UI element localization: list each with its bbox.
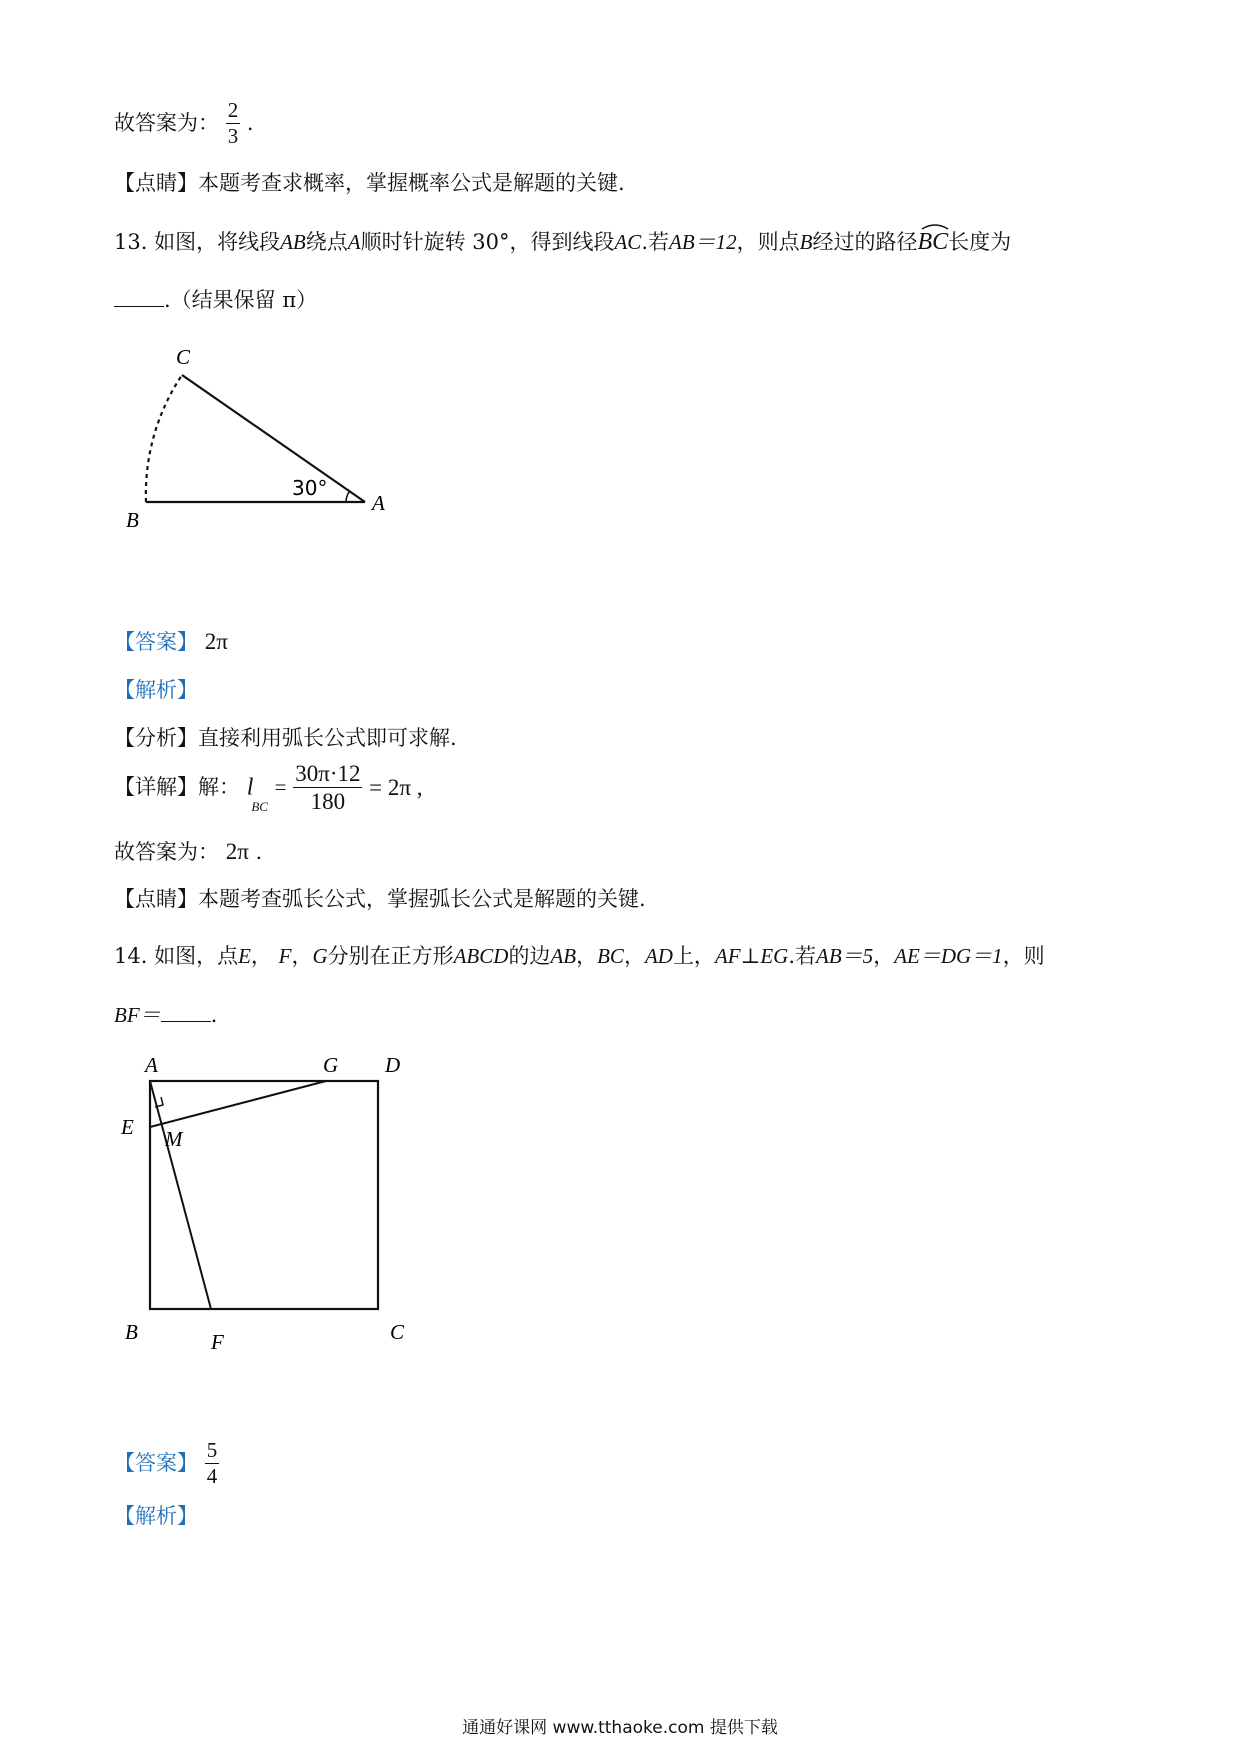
q13-eq: =	[274, 775, 287, 799]
q13-answer-line	[114, 630, 228, 653]
q14-label-d: D	[385, 1053, 401, 1077]
prev-comment-line	[114, 173, 625, 194]
q14-text-b: 分别在正方形	[327, 944, 454, 968]
q13-text-g: 长度为	[948, 230, 1012, 254]
q13-a: A	[347, 230, 361, 254]
q13-arc-bc	[146, 375, 182, 502]
q14-ad: AD	[644, 944, 673, 968]
q14-label-e: E	[121, 1115, 134, 1139]
q13-answer-blank	[114, 288, 164, 307]
prev-comment-label: 【点睛】	[114, 171, 198, 195]
q14-answer-blank	[161, 1003, 211, 1022]
q13-analysis-line	[114, 680, 198, 701]
q14-abcd: ABCD	[453, 944, 509, 968]
page-footer: 通通好课网 www.tthaoke.com 提供下载	[462, 1718, 778, 1738]
q13-b: B	[799, 230, 813, 254]
q13-detail-prefix: 解：	[198, 775, 240, 799]
q14-answer-line	[114, 1440, 219, 1487]
q14-answer-numerator: 5	[206, 1438, 218, 1462]
q13-comment-label: 【点睛】	[114, 887, 198, 911]
q14-label-c: C	[390, 1320, 405, 1344]
q13-label-a: A	[372, 491, 385, 515]
q13-angle-arc	[346, 492, 349, 502]
q13-fenxi-line	[114, 728, 457, 749]
q13-final-line	[114, 840, 262, 863]
q14-square	[150, 1081, 378, 1309]
q14-ae-eq: AE＝DG＝1	[894, 944, 1003, 968]
q13-fenxi-label: 【分析】	[114, 726, 198, 750]
q13-angle-label: 30°	[292, 476, 328, 500]
q14-e: E	[238, 944, 251, 968]
q13-text-e: ，则点	[736, 230, 800, 254]
q13-detail-fraction	[293, 762, 362, 813]
q13-detail-line	[114, 762, 423, 813]
q14-answer-label: 【答案】	[114, 1451, 198, 1475]
q14-stem-line1: 14. 如图，点E， F，G分别在正方形ABCD的边AB，BC，AD上，AF⊥EG.若AB＝5，AE＝DG＝1，则	[114, 944, 1045, 968]
q13-text-f: 经过的路径	[812, 230, 918, 254]
q13-l: l	[246, 774, 254, 801]
q13-text-c: 顺时针旋转 30°，得到线段	[360, 230, 615, 254]
q13-bc-arc-mark	[920, 222, 950, 230]
prev-answer-numerator: 2	[227, 98, 239, 122]
q13-answer-label: 【答案】	[114, 630, 198, 654]
q14-text-d: 上，	[672, 944, 715, 968]
q13-number: 13.	[114, 230, 148, 254]
q14-ab-eq: AB＝5	[816, 944, 874, 968]
q14-text-e: .若	[788, 944, 817, 968]
q14-g: G	[312, 944, 328, 968]
q14-bc: BC	[597, 944, 624, 968]
q13-text-a: 如图，将线段	[154, 230, 281, 254]
q13-label-b: B	[126, 508, 139, 532]
q14-text-c: 的边	[508, 944, 551, 968]
q13-bc: BC	[917, 229, 949, 255]
q14-figure	[110, 1050, 420, 1350]
prev-answer-line	[114, 100, 254, 147]
q14-segment-af	[150, 1081, 211, 1309]
q13-detail-result: = 2π ,	[369, 775, 423, 800]
q13-ac: AC	[614, 230, 642, 254]
q13-figure	[120, 340, 410, 535]
q14-label-a: A	[145, 1053, 158, 1077]
q13-detail-numerator: 30π·12	[295, 761, 361, 786]
q13-final-suffix: .	[255, 840, 263, 864]
q13-bc-arc	[918, 230, 949, 254]
q13-stem-line1	[114, 230, 1011, 254]
q14-label-m: M	[165, 1127, 183, 1151]
q13-label-c: C	[176, 345, 191, 369]
q13-comment-line	[114, 889, 646, 910]
q13-fenxi-text: 直接利用弧长公式即可求解.	[198, 726, 457, 750]
prev-answer-prefix: 故答案为：	[114, 111, 219, 135]
prev-answer-fraction	[226, 100, 241, 147]
q14-analysis-label: 【解析】	[114, 1504, 198, 1528]
q14-ab: AB	[550, 944, 577, 968]
q14-label-b: B	[125, 1320, 138, 1344]
q13-text-b: 绕点	[305, 230, 348, 254]
q14-label-g: G	[323, 1053, 339, 1077]
q13-text-d: .若	[641, 230, 670, 254]
q13-segment-ca	[182, 375, 365, 502]
q14-f: F	[278, 944, 292, 968]
q14-analysis-line	[114, 1506, 198, 1527]
q13-ab-eq: AB＝12	[669, 230, 737, 254]
q13-final-value: 2π	[225, 839, 249, 864]
q14-stem-line2	[114, 1003, 217, 1026]
q14-answer-fraction	[205, 1440, 220, 1487]
q14-line2: BF＝	[114, 1003, 161, 1027]
q13-comment-text: 本题考查弧长公式，掌握弧长公式是解题的关键.	[198, 887, 646, 911]
q14-perp: AF⊥EG	[714, 944, 789, 968]
q14-line2-suffix: .	[210, 1003, 218, 1027]
q13-l-sub: BC	[251, 799, 268, 814]
prev-comment-text: 本题考查求概率，掌握概率公式是解题的关键.	[198, 171, 625, 195]
q14-segment-eg	[150, 1081, 326, 1127]
q13-stem-line2	[114, 288, 317, 311]
q13-final-prefix: 故答案为：	[114, 840, 219, 864]
q14-label-f: F	[211, 1330, 224, 1350]
q13-answer-value: 2π	[204, 629, 228, 654]
prev-answer-denominator: 3	[227, 124, 239, 148]
q14-answer-denominator: 4	[206, 1464, 218, 1488]
q13-detail-denominator: 180	[310, 789, 346, 814]
q13-line2: .（结果保留 π）	[164, 288, 318, 312]
prev-answer-suffix: .	[246, 111, 254, 135]
q14-number: 14.	[114, 944, 148, 968]
q14-text-a: 如图，点	[154, 944, 239, 968]
q13-detail-label: 【详解】	[114, 775, 198, 799]
q13-ab: AB	[280, 230, 306, 254]
q13-analysis-label: 【解析】	[114, 678, 198, 702]
q14-text-f: ，则	[1002, 944, 1045, 968]
